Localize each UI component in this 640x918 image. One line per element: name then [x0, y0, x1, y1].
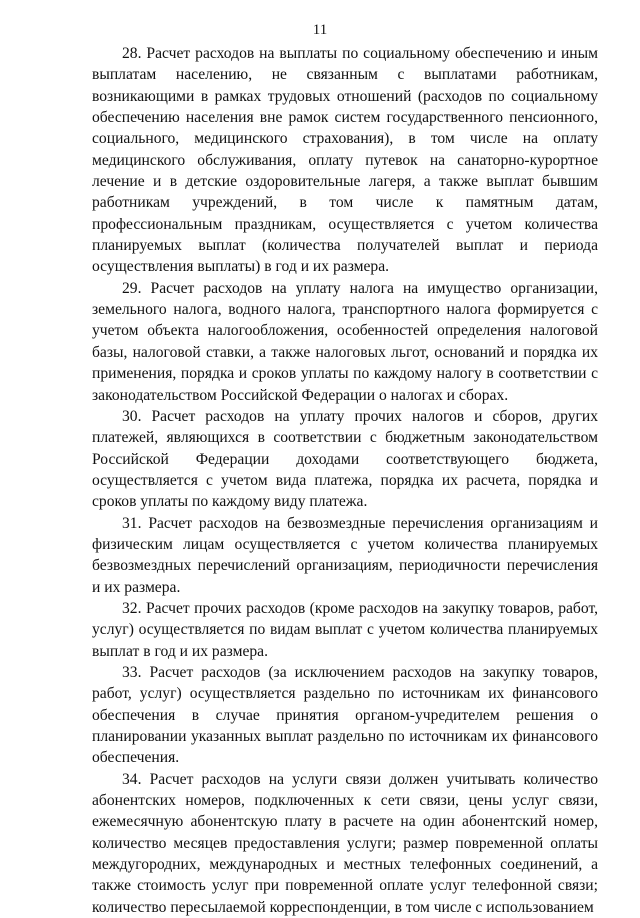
document-body — [92, 43, 598, 918]
paragraph-30: 30. Расчет расходов на уплату прочих налогов и сборов, других платежей, являющихся в соответствии с бюджетным законодательством Российской Федерации доходами соответствующего бюджета, осуществляется с учетом вида платежа, порядка их расчета, порядка и сроков уплаты по каждому виду платежа. — [92, 407, 598, 511]
paragraph-33: 33. Расчет расходов (за исключением расходов на закупку товаров, работ, услуг) осуществляется раздельно по источникам их финансового обеспечения в случае принятия органом-учредителем решения о планировании указанных выплат раздельно по источникам их финансового обеспечения. — [92, 663, 598, 767]
page-number: 11 — [312, 22, 328, 38]
paragraph-29: 29. Расчет расходов на уплату налога на имущество организации, земельного налога, водного налога, транспортного налога формируется с учетом объекта налогообложения, особенностей определения налоговой базы, налоговой ставки, а также налоговых льгот, оснований и порядка их применения, порядка и сроков уплаты по каждому налогу в соответствии с законодательством Российской Федерации о налогах и сборах. — [92, 279, 598, 404]
paragraph-28: 28. Расчет расходов на выплаты по социальному обеспечению и иным выплатам населению, не связанным с выплатами работникам, возникающими в рамках трудовых отношений (расходов по социальному обеспечению населения вне рамок систем государственного пенсионного, социального, медицинского страхования), в том числе на оплату медицинского обслуживания, оплату путевок на санаторно-курортное лечение и в детские оздоровительные лагеря, а также выплат бывшим работникам учреждений, в том числе к памятным датам, профессиональным праздникам, осуществляется с учетом количества планируемых выплат (количества получателей выплат и периода осуществления выплаты) в год и их размера. — [92, 45, 598, 276]
paragraph-34: 34. Расчет расходов на услуги связи должен учитывать количество абонентских номеров, подключенных к сети связи, цены услуг связи, ежемесячную абонентскую плату в расчете на один абонентский номер, количество месяцев предоставления услуги; размер повременной оплаты междугородних, международных и местных телефонных соединений, а также стоимость услуг при повременной оплате услуг телефонной связи; количество пересылаемой корреспонденции, в том числе с использованием — [92, 770, 598, 916]
paragraph-31: 31. Расчет расходов на безвозмездные перечисления организациям и физическим лицам осуществляется с учетом количества планируемых безвозмездных перечислений организациям, периодичности перечисления и их размера. — [92, 514, 598, 596]
paragraph-32: 32. Расчет прочих расходов (кроме расходов на закупку товаров, работ, услуг) осуществляется по видам выплат с учетом количества планируемых выплат в год и их размера. — [92, 599, 598, 660]
